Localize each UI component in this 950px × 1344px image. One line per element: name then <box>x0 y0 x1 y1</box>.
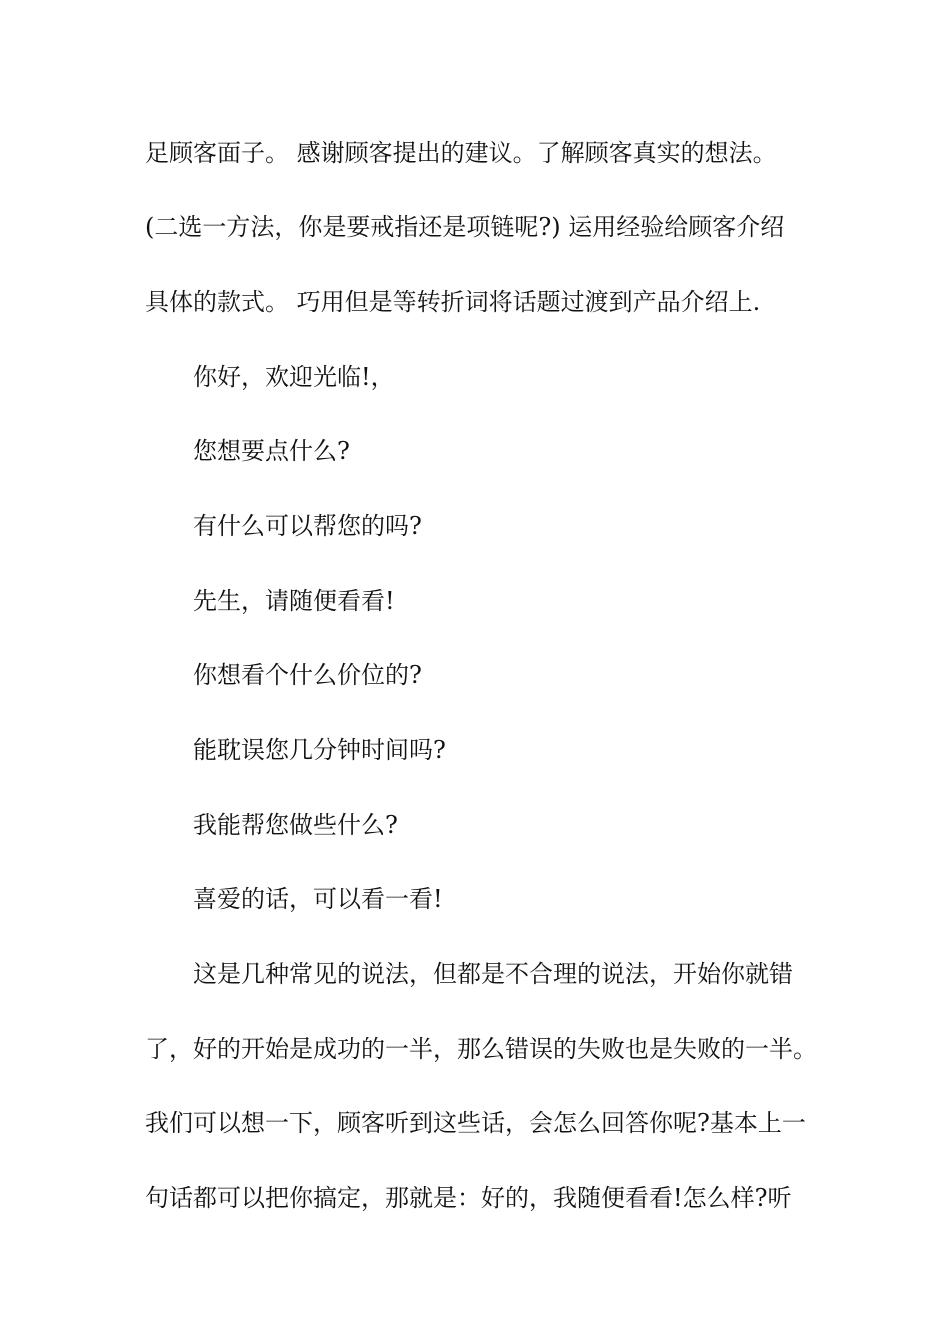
paragraph-line: 我们可以想一下，顾客听到这些话，会怎么回答你呢?基本上一 <box>145 1109 806 1137</box>
greeting-line: 您想要点什么? <box>193 437 350 465</box>
greeting-line: 有什么可以帮您的吗? <box>193 512 422 540</box>
paragraph-line: (二选一方法，你是要戒指还是项链呢?) 运用经验给顾客介绍 <box>145 213 785 241</box>
greeting-line: 我能帮您做些什么? <box>193 811 398 839</box>
paragraph-line: 了，好的开始是成功的一半，那么错误的失败也是失败的一半。 <box>145 1035 817 1063</box>
paragraph-line: 足顾客面子。 感谢顾客提出的建议。了解顾客真实的想法。 <box>145 139 777 167</box>
greeting-line: 你好，欢迎光临!， <box>193 363 395 391</box>
greeting-line: 喜爱的话，可以看一看! <box>193 885 443 913</box>
paragraph-line: 具体的款式。 巧用但是等转折词将话题过渡到产品介绍上. <box>145 288 761 316</box>
paragraph-line: 句话都可以把你搞定，那就是：好的，我随便看看!怎么样?听 <box>145 1184 792 1212</box>
greeting-line: 你想看个什么价位的? <box>193 661 422 689</box>
greeting-line: 先生，请随便看看! <box>193 587 395 615</box>
greeting-line: 能耽误您几分钟时间吗? <box>193 736 446 764</box>
paragraph-line: 这是几种常见的说法，但都是不合理的说法，开始你就错 <box>193 960 793 988</box>
